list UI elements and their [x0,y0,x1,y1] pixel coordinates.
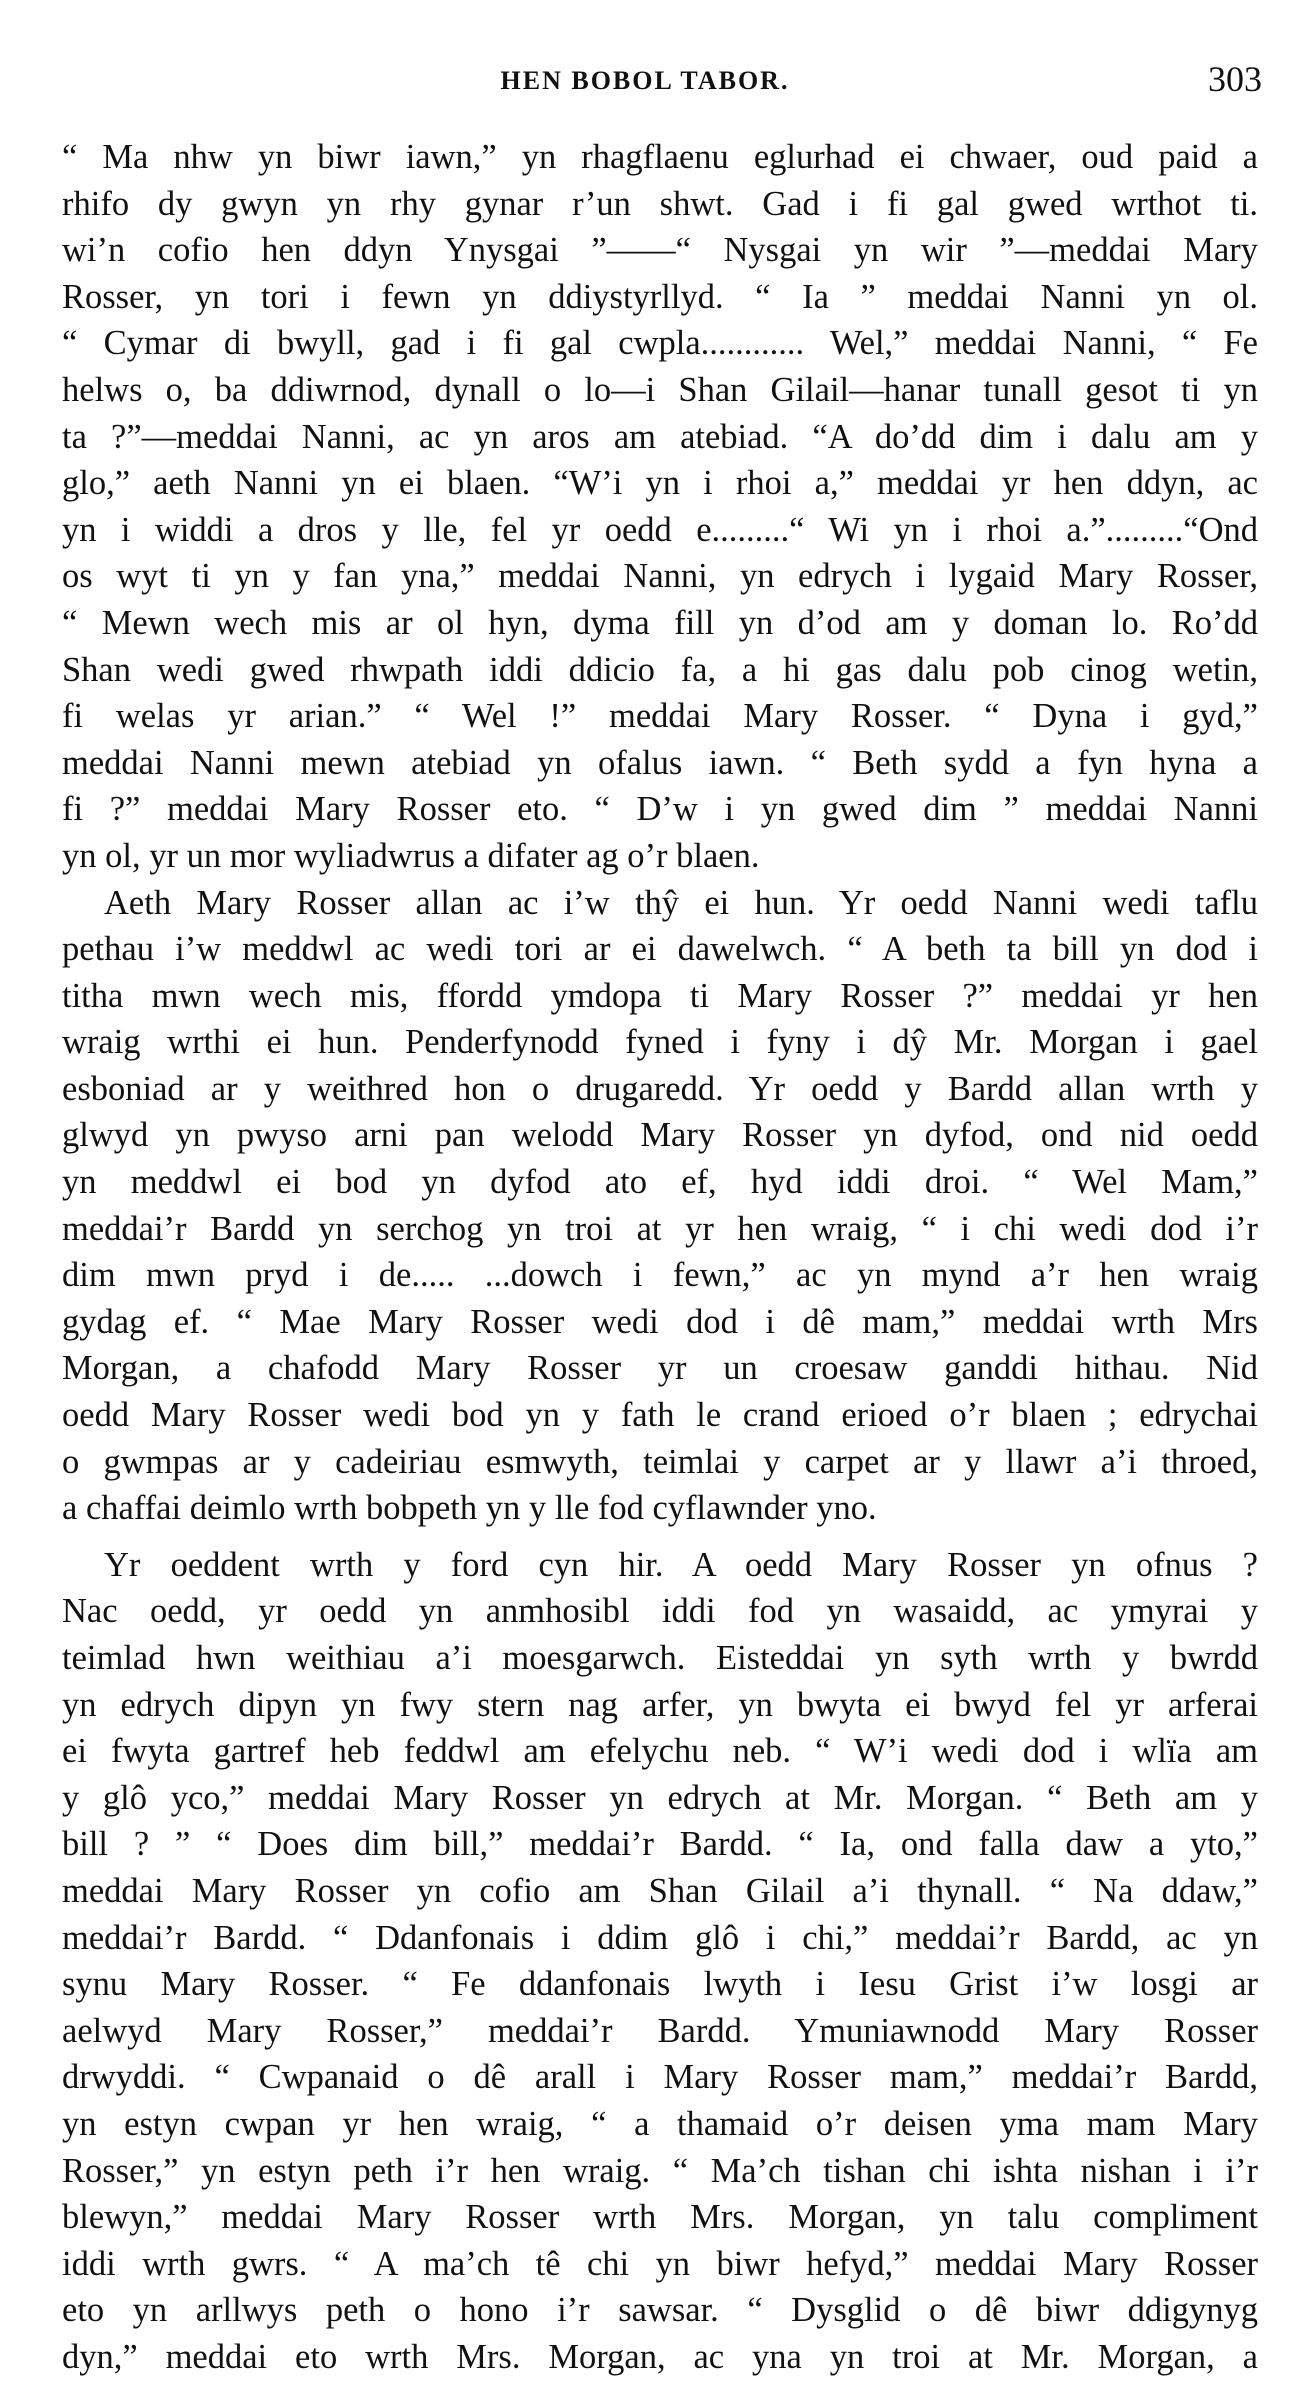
text-line: glo,” aeth Nanni yn ei blaen. “W’i yn i rhoi a,” meddai yr hen ddyn, ac [62,464,1258,503]
text-line: Yr oeddent wrth y ford cyn hir. A oedd Mary Rosser yn ofnus ? [104,1545,1258,1584]
text-line: dyn,” meddai eto wrth Mrs. Morgan, ac yna yn troi at Mr. Morgan, a [62,2337,1258,2376]
text-line: bill ? ” “ Does dim bill,” meddai’r Bardd. “ Ia, ond falla daw a yto,” [62,1825,1258,1864]
text-line: teimlad hwn weithiau a’i moesgarwch. Eisteddai yn syth wrth y bwrdd [62,1639,1258,1677]
text-line: iddi wrth gwrs. “ A ma’ch tê chi yn biwr hefyd,” meddai Mary Rosser [62,2244,1258,2283]
text-line: a chaffai deimlo wrth bobpeth yn y lle fod cyflawnder yno. [62,1489,877,1528]
text-line: Aeth Mary Rosser allan ac i’w thŷ ei hun. Yr oedd Nanni wedi taflu [104,883,1258,922]
text-line: meddai’r Bardd. “ Ddanfonais i ddim glô i chi,” meddai’r Bardd, ac yn [62,1918,1258,1957]
text-line: ta ?”—meddai Nanni, ac yn aros am atebiad. “A do’dd dim i dalu am y [62,417,1258,456]
text-line: wraig wrthi ei hun. Penderfynodd fyned i fyny i dŷ Mr. Morgan i gael [62,1023,1258,1062]
text-line: yn meddwl ei bod yn dyfod ato ef, hyd iddi droi. “ Wel Mam,” [62,1163,1258,1202]
text-line: meddai Mary Rosser yn cofio am Shan Gilail a’i thynall. “ Na ddaw,” [62,1871,1258,1910]
body-text [62,134,1258,2381]
text-line: “ Cymar di bwyll, gad i fi gal cwpla............ Wel,” meddai Nanni, “ Fe [62,324,1258,363]
text-line: pethau i’w meddwl ac wedi tori ar ei dawelwch. “ A beth ta bill yn dod i [62,930,1258,969]
text-line: yn estyn cwpan yr hen wraig, “ a thamaid o’r deisen yma mam Mary [62,2104,1258,2143]
text-line: synu Mary Rosser. “ Fe ddanfonais lwyth i Iesu Grist i’w losgi ar [62,1965,1258,2004]
text-line: blewyn,” meddai Mary Rosser wrth Mrs. Morgan, yn talu compliment [62,2198,1258,2237]
paragraph [62,880,1258,1532]
text-line: yn i widdi a dros y lle, fel yr oedd e.........“ Wi yn i rhoi a.”.........“Ond [62,510,1258,549]
text-line: “ Mewn wech mis ar ol hyn, dyma fill yn d’od am y doman lo. Ro’dd [62,603,1258,642]
text-line: glwyd yn pwyso arni pan welodd Mary Rosser yn dyfod, ond nid oedd [62,1116,1258,1155]
text-line: yn ol, yr un mor wyliadwrus a difater ag o’r blaen. [62,836,760,875]
paragraph [62,1542,1258,2381]
text-line: wi’n cofio hen ddyn Ynysgai ”——“ Nysgai yn wir ”—meddai Mary [62,231,1258,270]
page-number: 303 [1208,59,1262,99]
paragraph-gap [62,1532,1258,1542]
text-line: Shan wedi gwed rhwpath iddi ddicio fa, a hi gas dalu pob cinog wetin, [62,650,1258,689]
text-line: helws o, ba ddiwrnod, dynall o lo—i Shan Gilail—hanar tunall gesot ti yn [62,370,1258,409]
text-line: eto yn arllwys peth o hono i’r sawsar. “ Dysglid o dê biwr ddigynyg [62,2291,1258,2330]
paragraph [62,134,1258,880]
text-line: dim mwn pryd i de..... ...dowch i fewn,” ac yn mynd a’r hen wraig [62,1256,1258,1295]
running-head [0,58,1290,106]
text-line: rhifo dy gwyn yn rhy gynar r’un shwt. Gad i fi gal gwed wrthot ti. [62,184,1258,223]
text-line: oedd Mary Rosser wedi bod yn y fath le crand erioed o’r blaen ; edrychai [62,1396,1258,1435]
text-line: os wyt ti yn y fan yna,” meddai Nanni, yn edrych i lygaid Mary Rosser, [62,557,1258,596]
text-line: “ Ma nhw yn biwr iawn,” yn rhagflaenu eglurhad ei chwaer, oud paid a [62,138,1258,176]
text-line: yn edrych dipyn yn fwy stern nag arfer, yn bwyta ei bwyd fel yr arferai [62,1685,1258,1724]
text-line: titha mwn wech mis, ffordd ymdopa ti Mary Rosser ?” meddai yr hen [62,976,1258,1015]
text-line: meddai Nanni mewn atebiad yn ofalus iawn. “ Beth sydd a fyn hyna a [62,743,1258,782]
text-line: esboniad ar y weithred hon o drugaredd. Yr oedd y Bardd allan wrth y [62,1069,1258,1108]
text-line: o gwmpas ar y cadeiriau esmwyth, teimlai y carpet ar y llawr a’i throed, [62,1442,1258,1481]
running-title: HEN BOBOL TABOR. [500,66,790,95]
text-line: fi welas yr arian.” “ Wel !” meddai Mary Rosser. “ Dyna i gyd,” [62,697,1258,736]
text-line: aelwyd Mary Rosser,” meddai’r Bardd. Ymuniawnodd Mary Rosser [62,2011,1258,2050]
text-line: meddai’r Bardd yn serchog yn troi at yr hen wraig, “ i chi wedi dod i’r [62,1209,1258,1248]
text-line: Morgan, a chafodd Mary Rosser yr un croesaw ganddi hithau. Nid [62,1349,1258,1388]
text-line: Nac oedd, yr oedd yn anmhosibl iddi fod yn wasaidd, ac ymyrai y [62,1592,1258,1631]
text-line: y glô yco,” meddai Mary Rosser yn edrych at Mr. Morgan. “ Beth am y [62,1778,1258,1817]
text-line: Rosser,” yn estyn peth i’r hen wraig. “ Ma’ch tishan chi ishta nishan i i’r [62,2151,1258,2190]
text-line: gydag ef. “ Mae Mary Rosser wedi dod i dê mam,” meddai wrth Mrs [62,1302,1258,1341]
text-line: Rosser, yn tori i fewn yn ddiystyrllyd. “ Ia ” meddai Nanni yn ol. [62,277,1258,316]
text-line: drwyddi. “ Cwpanaid o dê arall i Mary Rosser mam,” meddai’r Bardd, [62,2058,1258,2097]
text-line: ei fwyta gartref heb feddwl am efelychu neb. “ W’i wedi dod i wlïa am [62,1732,1258,1771]
text-line: fi ?” meddai Mary Rosser eto. “ D’w i yn gwed dim ” meddai Nanni [62,790,1258,829]
